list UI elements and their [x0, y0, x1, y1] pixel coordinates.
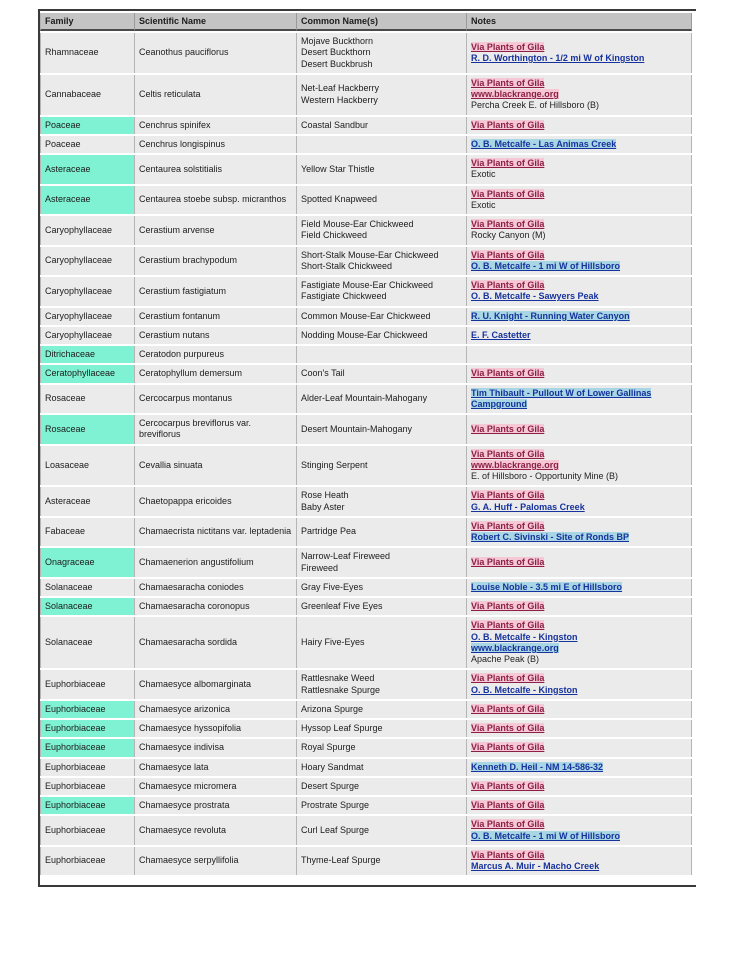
table-row	[40, 415, 692, 444]
table-row	[40, 247, 692, 276]
scientific-name-cell: Chamaecrista nictitans var. leptadenia	[135, 518, 297, 547]
notes-cell	[467, 739, 692, 756]
reference-link[interactable]: E. F. Castetter	[471, 329, 531, 340]
note-line	[471, 200, 687, 211]
table-row	[40, 759, 692, 776]
note-line	[471, 424, 687, 435]
notes-cell	[467, 759, 692, 776]
notes-cell	[467, 617, 692, 668]
common-name-cell	[297, 327, 467, 344]
notes-cell	[467, 446, 692, 486]
notes-cell	[467, 308, 692, 325]
family-cell: Euphorbiaceae	[40, 778, 135, 795]
notes-cell	[467, 117, 692, 134]
common-name-line: Baby Aster	[301, 501, 345, 512]
family-cell: Ditrichaceae	[40, 346, 135, 363]
common-name-cell	[297, 446, 467, 486]
common-name-line: Narrow-Leaf Fireweed	[301, 551, 391, 562]
common-name-line: Desert Mountain-Mahogany	[301, 423, 413, 434]
table-row	[40, 816, 692, 845]
via-plants-link[interactable]: Via Plants of Gila	[471, 849, 545, 860]
family-cell: Euphorbiaceae	[40, 701, 135, 718]
note-line	[471, 762, 687, 773]
scientific-name-cell: Centaurea solstitialis	[135, 155, 297, 184]
note-line	[471, 723, 687, 734]
table-row	[40, 720, 692, 737]
notes-cell	[467, 579, 692, 596]
scientific-name-cell: Ceanothus pauciflorus	[135, 33, 297, 73]
common-name-line: Stinging Serpent	[301, 459, 368, 470]
family-cell: Solanaceae	[40, 598, 135, 615]
scientific-name-cell: Cercocarpus montanus	[135, 385, 297, 414]
table-row	[40, 186, 692, 215]
notes-cell	[467, 247, 692, 276]
common-name-line: Field Mouse-Ear Chickweed	[301, 219, 414, 229]
note-line	[471, 311, 687, 322]
table-row	[40, 385, 692, 414]
note-line	[471, 291, 687, 302]
note-line	[471, 800, 687, 811]
note-line	[471, 831, 687, 842]
scientific-name-cell: Cercocarpus breviflorus var. breviflorus	[135, 415, 297, 444]
common-name-line: Curl Leaf Spurge	[301, 824, 370, 835]
note-line	[471, 169, 687, 180]
note-line	[471, 521, 687, 532]
table-row	[40, 308, 692, 325]
scientific-name-cell: Chamaenerion angustifolium	[135, 548, 297, 577]
note-text: Exotic	[471, 199, 496, 210]
family-cell: Caryophyllaceae	[40, 277, 135, 306]
scientific-name-cell: Chamaesyce serpyllifolia	[135, 847, 297, 876]
common-name-cell	[297, 117, 467, 134]
via-plants-link[interactable]: Via Plants of Gila	[471, 41, 545, 52]
scientific-name-cell: Ceratodon purpureus	[135, 346, 297, 363]
common-name-cell	[297, 797, 467, 814]
note-line	[471, 230, 687, 241]
family-cell: Poaceae	[40, 117, 135, 134]
notes-cell	[467, 670, 692, 699]
common-name-cell	[297, 308, 467, 325]
common-name-cell	[297, 701, 467, 718]
note-line	[471, 189, 687, 200]
notes-cell	[467, 701, 692, 718]
via-plants-link[interactable]: Via Plants of Gila	[471, 368, 545, 379]
note-line	[471, 620, 687, 631]
scientific-name-cell: Cenchrus longispinus	[135, 136, 297, 153]
family-cell: Euphorbiaceae	[40, 720, 135, 737]
table-row	[40, 579, 692, 596]
via-plants-link[interactable]: Via Plants of Gila	[471, 601, 545, 611]
via-plants-link[interactable]: Via Plants of Gila	[471, 703, 545, 714]
note-line	[471, 42, 687, 53]
note-line	[471, 532, 687, 543]
common-name-line: Fastigiate Mouse-Ear Chickweed	[301, 280, 434, 290]
common-name-cell	[297, 385, 467, 414]
family-cell: Rosaceae	[40, 385, 135, 414]
common-name-line: Western Hackberry	[301, 94, 378, 105]
common-name-line: Arizona Spurge	[301, 703, 364, 714]
reference-link[interactable]: G. A. Huff - Palomas Creek	[471, 501, 585, 512]
note-line	[471, 742, 687, 753]
scientific-name-cell: Cerastium fastigiatum	[135, 277, 297, 306]
scientific-name-cell: Chamaesaracha coniodes	[135, 579, 297, 596]
common-name-line: Yellow Star Thistle	[301, 163, 375, 174]
notes-cell	[467, 598, 692, 615]
family-cell: Euphorbiaceae	[40, 797, 135, 814]
note-line	[471, 643, 687, 654]
note-text: Rocky Canyon (M)	[471, 230, 546, 241]
scientific-name-cell: Chaetopappa ericoides	[135, 487, 297, 516]
table-row	[40, 701, 692, 718]
via-plants-link[interactable]: Via Plants of Gila	[471, 490, 545, 501]
common-name-cell	[297, 816, 467, 845]
notes-cell	[467, 327, 692, 344]
note-line	[471, 601, 687, 612]
note-line	[471, 673, 687, 684]
note-line	[471, 388, 687, 411]
table-row	[40, 548, 692, 577]
table-frame	[38, 9, 696, 887]
common-name-line: Thyme-Leaf Spurge	[301, 855, 381, 866]
note-text: Percha Creek E. of Hillsboro (B)	[471, 100, 600, 111]
scientific-name-cell: Cerastium brachypodum	[135, 247, 297, 276]
family-cell: Rosaceae	[40, 415, 135, 444]
notes-cell	[467, 816, 692, 845]
via-plants-link[interactable]: Via Plants of Gila	[471, 280, 545, 290]
scientific-name-cell: Chamaesyce indivisa	[135, 739, 297, 756]
note-line	[471, 139, 687, 150]
common-name-line: Fireweed	[301, 562, 339, 573]
common-name-cell	[297, 617, 467, 668]
common-name-line: Greenleaf Five Eyes	[301, 601, 383, 611]
reference-link[interactable]: www.blackrange.org	[471, 642, 559, 653]
common-name-line: Desert Buckbrush	[301, 58, 373, 69]
via-plants-link[interactable]: Via Plants of Gila	[471, 742, 545, 753]
scientific-name-cell: Chamaesyce lata	[135, 759, 297, 776]
via-plants-link[interactable]: Via Plants of Gila	[471, 448, 545, 459]
via-plants-link[interactable]: Via Plants of Gila	[471, 556, 545, 567]
notes-cell	[467, 155, 692, 184]
note-line	[471, 280, 687, 291]
table-row	[40, 739, 692, 756]
family-cell: Euphorbiaceae	[40, 816, 135, 845]
scientific-name-cell: Cerastium nutans	[135, 327, 297, 344]
family-cell: Solanaceae	[40, 579, 135, 596]
common-name-cell	[297, 518, 467, 547]
scientific-name-cell: Cerastium arvense	[135, 216, 297, 245]
common-name-line: Rose Heath	[301, 490, 349, 501]
notes-cell	[467, 847, 692, 876]
note-line	[471, 78, 687, 89]
common-name-cell	[297, 155, 467, 184]
common-name-line: Hairy Five-Eyes	[301, 637, 365, 648]
family-cell: Caryophyllaceae	[40, 308, 135, 325]
common-name-cell	[297, 136, 467, 153]
common-name-line: Desert Spurge	[301, 780, 360, 791]
family-cell: Poaceae	[40, 136, 135, 153]
note-line	[471, 654, 687, 665]
scientific-name-cell: Cevallia sinuata	[135, 446, 297, 486]
common-name-line: Fastigiate Chickweed	[301, 291, 387, 302]
table-row	[40, 216, 692, 245]
common-name-cell	[297, 579, 467, 596]
table-row	[40, 446, 692, 486]
note-line	[471, 120, 687, 131]
scientific-name-cell: Cerastium fontanum	[135, 308, 297, 325]
common-name-cell	[297, 415, 467, 444]
notes-cell	[467, 33, 692, 73]
common-name-line: Partridge Pea	[301, 526, 357, 537]
table-row	[40, 598, 692, 615]
common-name-cell	[297, 277, 467, 306]
common-name-line: Short-Stalk Chickweed	[301, 260, 393, 271]
scientific-name-cell: Chamaesaracha coronopus	[135, 598, 297, 615]
via-plants-link[interactable]: Via Plants of Gila	[471, 723, 545, 733]
family-cell: Euphorbiaceae	[40, 670, 135, 699]
table-row	[40, 117, 692, 134]
notes-cell	[467, 415, 692, 444]
notes-cell	[467, 346, 692, 363]
common-name-cell	[297, 247, 467, 276]
note-line	[471, 557, 687, 568]
note-line	[471, 685, 687, 696]
reference-link[interactable]: O. B. Metcalfe - Sawyers Peak	[471, 291, 599, 302]
family-cell: Caryophyllaceae	[40, 327, 135, 344]
family-cell: Caryophyllaceae	[40, 216, 135, 245]
via-plants-link[interactable]: Via Plants of Gila	[471, 188, 545, 199]
scientific-name-cell: Chamaesyce albomarginata	[135, 670, 297, 699]
table-row	[40, 365, 692, 382]
notes-cell	[467, 365, 692, 382]
common-name-cell	[297, 670, 467, 699]
reference-link[interactable]: O. B. Metcalfe - Kingston	[471, 684, 578, 695]
reference-link[interactable]: O. B. Metcalfe - Las Animas Creek	[471, 138, 617, 149]
common-name-cell	[297, 346, 467, 363]
scientific-name-cell: Chamaesaracha sordida	[135, 617, 297, 668]
reference-link[interactable]: Louise Noble - 3.5 mi E of Hillsboro	[471, 581, 623, 592]
table-body	[40, 33, 692, 875]
via-plants-link[interactable]: www.blackrange.org	[471, 459, 559, 470]
note-line	[471, 158, 687, 169]
common-name-line: Short-Stalk Mouse-Ear Chickweed	[301, 249, 439, 260]
notes-cell	[467, 548, 692, 577]
common-name-cell	[297, 365, 467, 382]
column-header-family: Family	[40, 13, 135, 31]
family-cell: Onagraceae	[40, 548, 135, 577]
table-row	[40, 33, 692, 73]
via-plants-link[interactable]: Via Plants of Gila	[471, 249, 545, 260]
common-name-line: Alder-Leaf Mountain-Mahogany	[301, 393, 428, 404]
notes-cell	[467, 186, 692, 215]
via-plants-link[interactable]: Via Plants of Gila	[471, 119, 545, 130]
table-header	[40, 13, 692, 31]
notes-cell	[467, 518, 692, 547]
common-name-line: Field Chickweed	[301, 230, 368, 241]
via-plants-link[interactable]: Via Plants of Gila	[471, 780, 545, 791]
scientific-name-cell: Chamaesyce prostrata	[135, 797, 297, 814]
family-cell: Loasaceae	[40, 446, 135, 486]
family-cell: Caryophyllaceae	[40, 247, 135, 276]
family-cell: Cannabaceae	[40, 75, 135, 115]
note-line	[471, 471, 687, 482]
reference-link[interactable]: R. U. Knight - Running Water Canyon	[471, 310, 630, 321]
via-plants-link[interactable]: Via Plants of Gila	[471, 620, 545, 631]
via-plants-link[interactable]: Via Plants of Gila	[471, 158, 545, 168]
table-row	[40, 617, 692, 668]
family-cell: Euphorbiaceae	[40, 739, 135, 756]
scientific-name-cell: Chamaesyce hyssopifolia	[135, 720, 297, 737]
common-name-cell	[297, 739, 467, 756]
note-line	[471, 368, 687, 379]
common-name-cell	[297, 778, 467, 795]
notes-cell	[467, 797, 692, 814]
family-cell: Solanaceae	[40, 617, 135, 668]
note-line	[471, 100, 687, 111]
family-cell: Asteraceae	[40, 487, 135, 516]
table-row	[40, 487, 692, 516]
reference-link[interactable]: Kenneth D. Heil - NM 14-586-32	[471, 761, 604, 772]
table-row	[40, 327, 692, 344]
common-name-cell	[297, 720, 467, 737]
reference-link[interactable]: O. B. Metcalfe - 1 mi W of Hillsboro	[471, 260, 621, 271]
common-name-line: Rattlesnake Weed	[301, 673, 375, 684]
notes-cell	[467, 75, 692, 115]
column-header-scientific-name: Scientific Name	[135, 13, 297, 31]
table-row	[40, 778, 692, 795]
via-plants-link[interactable]: Via Plants of Gila	[471, 800, 545, 810]
scientific-name-cell: Centaurea stoebe subsp. micranthos	[135, 186, 297, 215]
scientific-name-cell: Chamaesyce revoluta	[135, 816, 297, 845]
common-name-cell	[297, 548, 467, 577]
table-row	[40, 136, 692, 153]
note-line	[471, 850, 687, 861]
common-name-cell	[297, 216, 467, 245]
note-line	[471, 861, 687, 872]
reference-link[interactable]: O. B. Metcalfe - 1 mi W of Hillsboro	[471, 830, 621, 841]
notes-cell	[467, 136, 692, 153]
scientific-name-cell: Cenchrus spinifex	[135, 117, 297, 134]
via-plants-link[interactable]: Via Plants of Gila	[471, 520, 545, 531]
family-cell: Asteraceae	[40, 155, 135, 184]
table-row	[40, 670, 692, 699]
scientific-name-cell: Chamaesyce arizonica	[135, 701, 297, 718]
common-name-line: Royal Spurge	[301, 742, 356, 753]
table-row	[40, 346, 692, 363]
table-row	[40, 75, 692, 115]
family-cell: Asteraceae	[40, 186, 135, 215]
common-name-line: Nodding Mouse-Ear Chickweed	[301, 329, 428, 340]
common-name-cell	[297, 75, 467, 115]
scientific-name-cell: Chamaesyce micromera	[135, 778, 297, 795]
reference-link[interactable]: Robert C. Sivinski - Site of Ronds BP	[471, 532, 630, 542]
via-plants-link[interactable]: Via Plants of Gila	[471, 219, 545, 229]
common-name-cell	[297, 759, 467, 776]
note-line	[471, 632, 687, 643]
common-name-line: Mojave Buckthorn	[301, 36, 374, 46]
family-cell: Rhamnaceae	[40, 33, 135, 73]
notes-cell	[467, 487, 692, 516]
note-text: Apache Peak (B)	[471, 654, 540, 664]
common-name-cell	[297, 33, 467, 73]
note-line	[471, 704, 687, 715]
note-line	[471, 502, 687, 513]
table-row	[40, 155, 692, 184]
notes-cell	[467, 778, 692, 795]
via-plants-link[interactable]: Via Plants of Gila	[471, 673, 545, 684]
reference-link[interactable]: Tim Thibault - Pullout W of Lower Gallinas Campground	[471, 387, 652, 409]
via-plants-link[interactable]: Via Plants of Gila	[471, 819, 545, 830]
common-name-line: Desert Buckthorn	[301, 47, 371, 58]
column-header-notes: Notes	[467, 13, 692, 31]
common-name-cell	[297, 847, 467, 876]
reference-link[interactable]: O. B. Metcalfe - Kingston	[471, 631, 578, 642]
table-row	[40, 847, 692, 876]
note-line	[471, 490, 687, 501]
notes-cell	[467, 277, 692, 306]
via-plants-link[interactable]: Via Plants of Gila	[471, 423, 545, 434]
common-name-line: Coon's Tail	[301, 368, 345, 379]
note-text: E. of Hillsboro - Opportunity Mine (B)	[471, 471, 619, 481]
common-name-cell	[297, 186, 467, 215]
table-row	[40, 277, 692, 306]
notes-cell	[467, 385, 692, 414]
table-row	[40, 518, 692, 547]
common-name-cell	[297, 598, 467, 615]
family-cell: Euphorbiaceae	[40, 847, 135, 876]
notes-cell	[467, 720, 692, 737]
header-row	[40, 13, 692, 31]
note-text: Exotic	[471, 169, 496, 180]
note-line	[471, 250, 687, 261]
note-line	[471, 449, 687, 460]
note-line	[471, 582, 687, 593]
note-line	[471, 330, 687, 341]
common-name-line: Rattlesnake Spurge	[301, 684, 381, 695]
family-cell: Euphorbiaceae	[40, 759, 135, 776]
family-cell: Ceratophyllaceae	[40, 365, 135, 382]
common-name-line: Net-Leaf Hackberry	[301, 83, 380, 94]
common-name-line: Hoary Sandmat	[301, 761, 364, 772]
note-line	[471, 261, 687, 272]
scientific-name-cell: Ceratophyllum demersum	[135, 365, 297, 382]
note-line	[471, 819, 687, 830]
column-header-common-name-s-: Common Name(s)	[297, 13, 467, 31]
common-name-line: Prostrate Spurge	[301, 800, 370, 810]
table-row	[40, 797, 692, 814]
species-table	[40, 11, 692, 877]
via-plants-link[interactable]: Via Plants of Gila	[471, 77, 545, 88]
common-name-line: Common Mouse-Ear Chickweed	[301, 310, 431, 321]
note-line	[471, 89, 687, 100]
common-name-line: Spotted Knapweed	[301, 194, 378, 205]
note-line	[471, 53, 687, 64]
reference-link[interactable]: Marcus A. Muir - Macho Creek	[471, 861, 600, 871]
notes-cell	[467, 216, 692, 245]
family-cell: Fabaceae	[40, 518, 135, 547]
common-name-cell	[297, 487, 467, 516]
common-name-line: Gray Five-Eyes	[301, 581, 364, 592]
note-line	[471, 219, 687, 230]
common-name-line: Coastal Sandbur	[301, 119, 369, 130]
scientific-name-cell: Celtis reticulata	[135, 75, 297, 115]
reference-link[interactable]: R. D. Worthington - 1/2 mi W of Kingston	[471, 52, 645, 63]
note-line	[471, 781, 687, 792]
common-name-line: Hyssop Leaf Spurge	[301, 723, 383, 733]
via-plants-link[interactable]: www.blackrange.org	[471, 89, 559, 99]
note-line	[471, 460, 687, 471]
